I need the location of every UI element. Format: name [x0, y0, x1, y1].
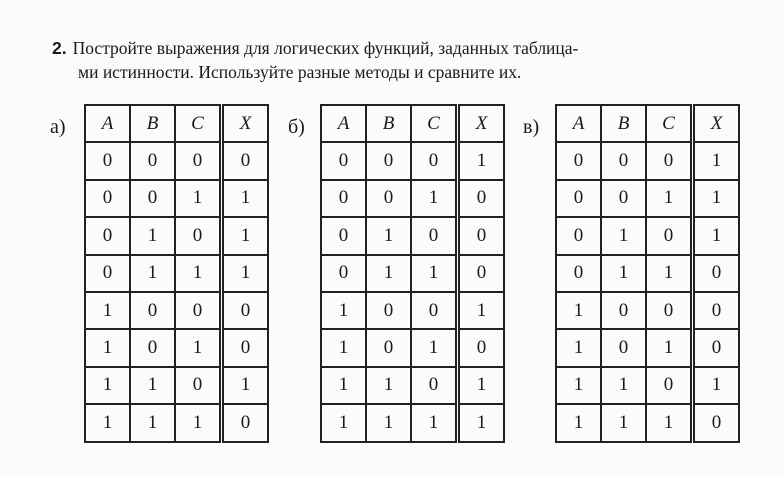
cell-x: 1 — [458, 367, 505, 404]
cell-a: 0 — [556, 142, 601, 179]
cell-x: 1 — [693, 367, 740, 404]
cell-x: 0 — [693, 255, 740, 292]
cell-a: 1 — [556, 329, 601, 366]
cell-x: 1 — [222, 217, 269, 254]
cell-x: 0 — [222, 329, 269, 366]
table-row — [556, 329, 739, 366]
cell-c: 0 — [646, 217, 693, 254]
table-row — [85, 404, 268, 441]
task-text — [52, 36, 772, 84]
cell-x: 1 — [222, 180, 269, 217]
cell-b: 1 — [601, 404, 646, 441]
cell-a: 0 — [321, 142, 366, 179]
cell-b: 0 — [130, 142, 175, 179]
table-row — [556, 180, 739, 217]
cell-a: 0 — [321, 180, 366, 217]
cell-b: 1 — [601, 367, 646, 404]
table-row — [321, 217, 504, 254]
cell-b: 0 — [366, 180, 411, 217]
cell-b: 1 — [366, 404, 411, 441]
table-row — [556, 404, 739, 441]
table-row — [321, 255, 504, 292]
cell-c: 0 — [411, 142, 458, 179]
cell-a: 1 — [556, 292, 601, 329]
cell-c: 0 — [646, 367, 693, 404]
cell-c: 0 — [175, 217, 222, 254]
table-row — [556, 292, 739, 329]
cell-c: 1 — [646, 329, 693, 366]
cell-x: 1 — [693, 180, 740, 217]
cell-a: 1 — [556, 404, 601, 441]
cell-c: 1 — [175, 255, 222, 292]
cell-c: 1 — [411, 180, 458, 217]
truth-table-a — [84, 104, 269, 443]
cell-a: 1 — [321, 404, 366, 441]
column-header-b: B — [366, 105, 411, 142]
cell-b: 1 — [130, 404, 175, 441]
column-header-b: B — [601, 105, 646, 142]
cell-x: 1 — [458, 404, 505, 441]
table-row — [85, 367, 268, 404]
cell-a: 0 — [321, 255, 366, 292]
table-label-a: а) — [50, 116, 66, 138]
table-row — [321, 142, 504, 179]
table-row — [85, 292, 268, 329]
column-header-c: C — [646, 105, 693, 142]
column-header-a: A — [556, 105, 601, 142]
cell-c: 1 — [646, 404, 693, 441]
cell-a: 0 — [85, 180, 130, 217]
cell-c: 0 — [175, 142, 222, 179]
cell-x: 0 — [693, 292, 740, 329]
cell-x: 1 — [693, 142, 740, 179]
column-header-x: X — [458, 105, 505, 142]
table-row — [85, 180, 268, 217]
cell-b: 1 — [601, 255, 646, 292]
cell-x: 1 — [222, 367, 269, 404]
task-line-1-text: Постройте выражения для логических функций, заданных таблица- — [72, 38, 579, 58]
cell-b: 1 — [130, 255, 175, 292]
cell-c: 1 — [175, 404, 222, 441]
cell-b: 0 — [130, 329, 175, 366]
cell-x: 0 — [222, 142, 269, 179]
cell-b: 1 — [366, 367, 411, 404]
truth-table-b — [320, 104, 505, 443]
cell-a: 0 — [321, 217, 366, 254]
cell-a: 0 — [85, 255, 130, 292]
cell-c: 1 — [411, 329, 458, 366]
column-header-x: X — [222, 105, 269, 142]
header-row — [556, 105, 739, 142]
cell-x: 0 — [458, 180, 505, 217]
cell-b: 0 — [601, 292, 646, 329]
cell-x: 0 — [458, 217, 505, 254]
table-label-b: б) — [288, 116, 305, 138]
cell-b: 0 — [601, 142, 646, 179]
cell-c: 0 — [411, 367, 458, 404]
task-line-2: ми истинности. Используйте разные методы и сравните их. — [78, 62, 522, 82]
cell-c: 1 — [646, 180, 693, 217]
table-row — [85, 142, 268, 179]
task-line-1 — [52, 36, 772, 60]
cell-b: 1 — [601, 217, 646, 254]
cell-a: 1 — [85, 292, 130, 329]
cell-x: 0 — [458, 329, 505, 366]
cell-b: 0 — [130, 292, 175, 329]
cell-x: 1 — [458, 292, 505, 329]
cell-a: 1 — [85, 367, 130, 404]
cell-c: 0 — [175, 367, 222, 404]
cell-a: 1 — [85, 404, 130, 441]
cell-b: 0 — [601, 180, 646, 217]
table-row — [85, 217, 268, 254]
cell-b: 0 — [130, 180, 175, 217]
cell-b: 0 — [366, 329, 411, 366]
cell-x: 0 — [222, 404, 269, 441]
cell-x: 0 — [458, 255, 505, 292]
cell-b: 0 — [601, 329, 646, 366]
cell-c: 0 — [411, 217, 458, 254]
cell-b: 1 — [366, 217, 411, 254]
cell-c: 1 — [646, 255, 693, 292]
cell-c: 0 — [646, 142, 693, 179]
column-header-c: C — [175, 105, 222, 142]
cell-c: 0 — [411, 292, 458, 329]
cell-a: 1 — [321, 367, 366, 404]
cell-a: 1 — [321, 292, 366, 329]
column-header-a: A — [85, 105, 130, 142]
table-row — [85, 255, 268, 292]
table-row — [321, 329, 504, 366]
table-row — [321, 367, 504, 404]
cell-x: 0 — [222, 292, 269, 329]
table-row — [321, 292, 504, 329]
cell-a: 1 — [321, 329, 366, 366]
table-row — [556, 255, 739, 292]
cell-c: 1 — [175, 329, 222, 366]
table-row — [321, 180, 504, 217]
cell-x: 1 — [693, 217, 740, 254]
table-row — [556, 217, 739, 254]
cell-a: 0 — [556, 180, 601, 217]
cell-b: 0 — [366, 142, 411, 179]
cell-c: 1 — [175, 180, 222, 217]
column-header-a: A — [321, 105, 366, 142]
cell-b: 1 — [130, 367, 175, 404]
header-row — [321, 105, 504, 142]
header-row — [85, 105, 268, 142]
cell-a: 0 — [85, 142, 130, 179]
task-number: 2. — [52, 38, 67, 58]
table-row — [556, 142, 739, 179]
cell-b: 1 — [130, 217, 175, 254]
column-header-x: X — [693, 105, 740, 142]
cell-a: 0 — [85, 217, 130, 254]
cell-c: 1 — [411, 404, 458, 441]
cell-a: 1 — [556, 367, 601, 404]
cell-x: 1 — [458, 142, 505, 179]
table-label-v: в) — [523, 116, 540, 138]
cell-a: 0 — [556, 255, 601, 292]
cell-x: 1 — [222, 255, 269, 292]
cell-x: 0 — [693, 329, 740, 366]
truth-table-v — [555, 104, 740, 443]
cell-x: 0 — [693, 404, 740, 441]
cell-b: 0 — [366, 292, 411, 329]
cell-c: 0 — [646, 292, 693, 329]
column-header-c: C — [411, 105, 458, 142]
table-row — [321, 404, 504, 441]
cell-a: 1 — [85, 329, 130, 366]
table-row — [556, 367, 739, 404]
cell-b: 1 — [366, 255, 411, 292]
cell-c: 0 — [175, 292, 222, 329]
cell-c: 1 — [411, 255, 458, 292]
column-header-b: B — [130, 105, 175, 142]
table-row — [85, 329, 268, 366]
cell-a: 0 — [556, 217, 601, 254]
